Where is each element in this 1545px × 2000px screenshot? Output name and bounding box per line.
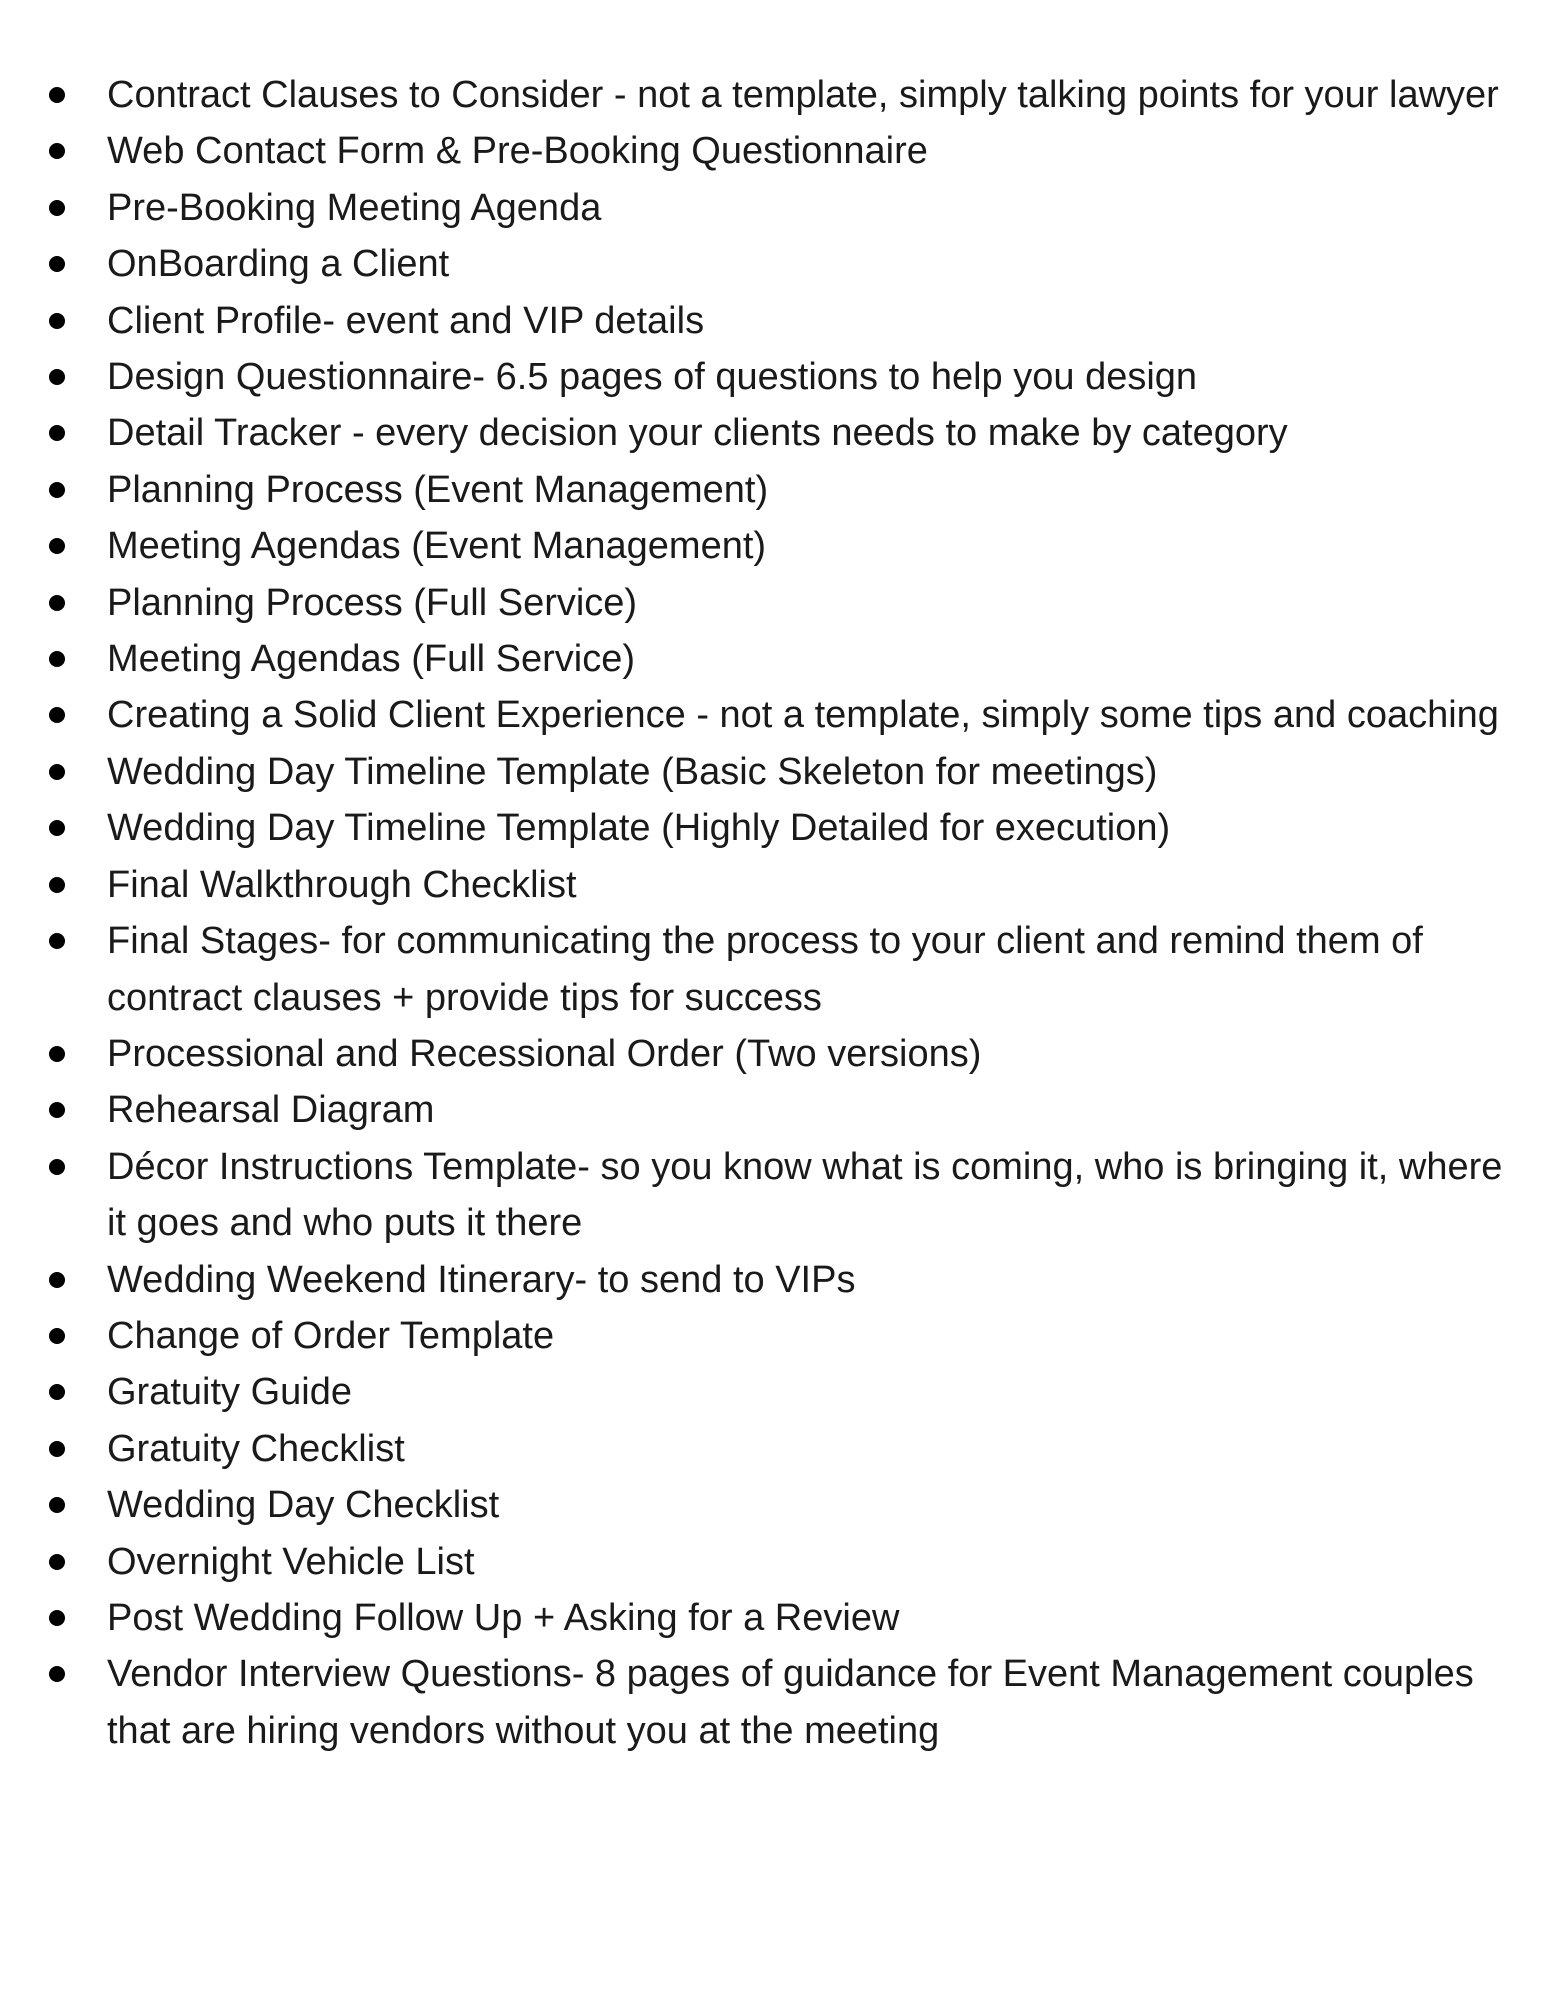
- list-item-text: Change of Order Template: [107, 1314, 555, 1357]
- list-item-text: Planning Process (Full Service): [107, 581, 638, 624]
- bullet-icon: [49, 425, 65, 441]
- list-item: [0, 180, 1545, 236]
- list-item-text: Planning Process (Event Management): [107, 468, 769, 511]
- list-item-text: Meeting Agendas (Full Service): [107, 638, 636, 681]
- list-item-text: OnBoarding a Client: [107, 243, 450, 286]
- list-item: [0, 1308, 1545, 1364]
- list-item: [0, 1477, 1545, 1533]
- list-item-text: Gratuity Guide: [107, 1371, 352, 1414]
- list-item-text: Wedding Day Checklist: [107, 1484, 500, 1527]
- list-item: [0, 67, 1545, 123]
- bullet-icon: [49, 764, 65, 780]
- list-item: [0, 462, 1545, 518]
- bullet-icon: [49, 1328, 65, 1344]
- bullet-icon: [49, 313, 65, 329]
- bullet-icon: [49, 1384, 65, 1400]
- list-item-text: Gratuity Checklist: [107, 1427, 405, 1470]
- list-item-text: Creating a Solid Client Experience - not a template, simply some tips and coaching: [107, 694, 1499, 737]
- bullet-icon: [49, 369, 65, 385]
- list-item-text: Client Profile- event and VIP details: [107, 299, 705, 342]
- bullet-icon: [49, 200, 65, 216]
- list-item: [0, 405, 1545, 461]
- bullet-icon: [49, 1046, 65, 1062]
- bullet-icon: [49, 1102, 65, 1118]
- bullet-icon: [49, 482, 65, 498]
- bullet-icon: [49, 707, 65, 723]
- list-item-text: Wedding Weekend Itinerary- to send to VIPs: [107, 1258, 856, 1301]
- bullet-icon: [49, 143, 65, 159]
- list-item: [0, 800, 1545, 856]
- bullet-icon: [49, 933, 65, 949]
- list-item-text: Décor Instructions Template- so you know what is coming, who is bringing it, where it goes and who puts it there: [107, 1145, 1503, 1245]
- list-item-text: Post Wedding Follow Up + Asking for a Review: [107, 1596, 900, 1639]
- list-item: [0, 913, 1545, 1026]
- list-item: [0, 687, 1545, 743]
- list-item: [0, 1252, 1545, 1308]
- list-item-text: Wedding Day Timeline Template (Highly Detailed for execution): [107, 807, 1171, 850]
- list-item-text: Rehearsal Diagram: [107, 1089, 435, 1132]
- list-item-text: Overnight Vehicle List: [107, 1540, 475, 1583]
- list-item: [0, 744, 1545, 800]
- bullet-icon: [49, 820, 65, 836]
- bullet-icon: [49, 651, 65, 667]
- list-item: [0, 1082, 1545, 1138]
- bullet-icon: [49, 87, 65, 103]
- list-item-text: Meeting Agendas (Event Management): [107, 525, 767, 568]
- list-item: [0, 857, 1545, 913]
- bullet-icon: [49, 538, 65, 554]
- list-item-text: Processional and Recessional Order (Two versions): [107, 1032, 982, 1075]
- bullet-icon: [49, 1159, 65, 1175]
- bullet-icon: [49, 1666, 65, 1682]
- list-item: [0, 349, 1545, 405]
- list-item: [0, 1590, 1545, 1646]
- list-item: [0, 1646, 1545, 1759]
- bullet-icon: [49, 1441, 65, 1457]
- bullet-icon: [49, 1610, 65, 1626]
- list-item: [0, 1421, 1545, 1477]
- list-item-text: Contract Clauses to Consider - not a template, simply talking points for your lawyer: [107, 74, 1499, 116]
- template-list: [0, 67, 1545, 1759]
- list-item: [0, 1534, 1545, 1590]
- bullet-icon: [49, 1272, 65, 1288]
- bullet-icon: [49, 256, 65, 272]
- list-item: [0, 631, 1545, 687]
- list-item: [0, 1139, 1545, 1252]
- bullet-icon: [49, 1497, 65, 1513]
- list-item: [0, 1026, 1545, 1082]
- list-item-text: Final Stages- for communicating the process to your client and remind them of contract clauses + provide tips for success: [107, 920, 1423, 1019]
- list-item-text: Final Walkthrough Checklist: [107, 863, 577, 906]
- list-item-text: Vendor Interview Questions- 8 pages of guidance for Event Management couples that are hiring vendors without you at the meeting: [107, 1653, 1474, 1752]
- list-item: [0, 518, 1545, 574]
- list-item: [0, 236, 1545, 292]
- bullet-icon: [49, 1554, 65, 1570]
- list-item-text: Web Contact Form & Pre-Booking Questionnaire: [107, 130, 928, 173]
- list-item: [0, 123, 1545, 179]
- list-item: [0, 293, 1545, 349]
- list-item-text: Pre-Booking Meeting Agenda: [107, 186, 602, 229]
- bullet-icon: [49, 595, 65, 611]
- list-item-text: Design Questionnaire- 6.5 pages of questions to help you design: [107, 356, 1198, 399]
- list-item: [0, 1364, 1545, 1420]
- list-item-text: Wedding Day Timeline Template (Basic Skeleton for meetings): [107, 750, 1158, 793]
- bullet-icon: [49, 877, 65, 893]
- list-item-text: Detail Tracker - every decision your clients needs to make by category: [107, 412, 1288, 455]
- list-item: [0, 575, 1545, 631]
